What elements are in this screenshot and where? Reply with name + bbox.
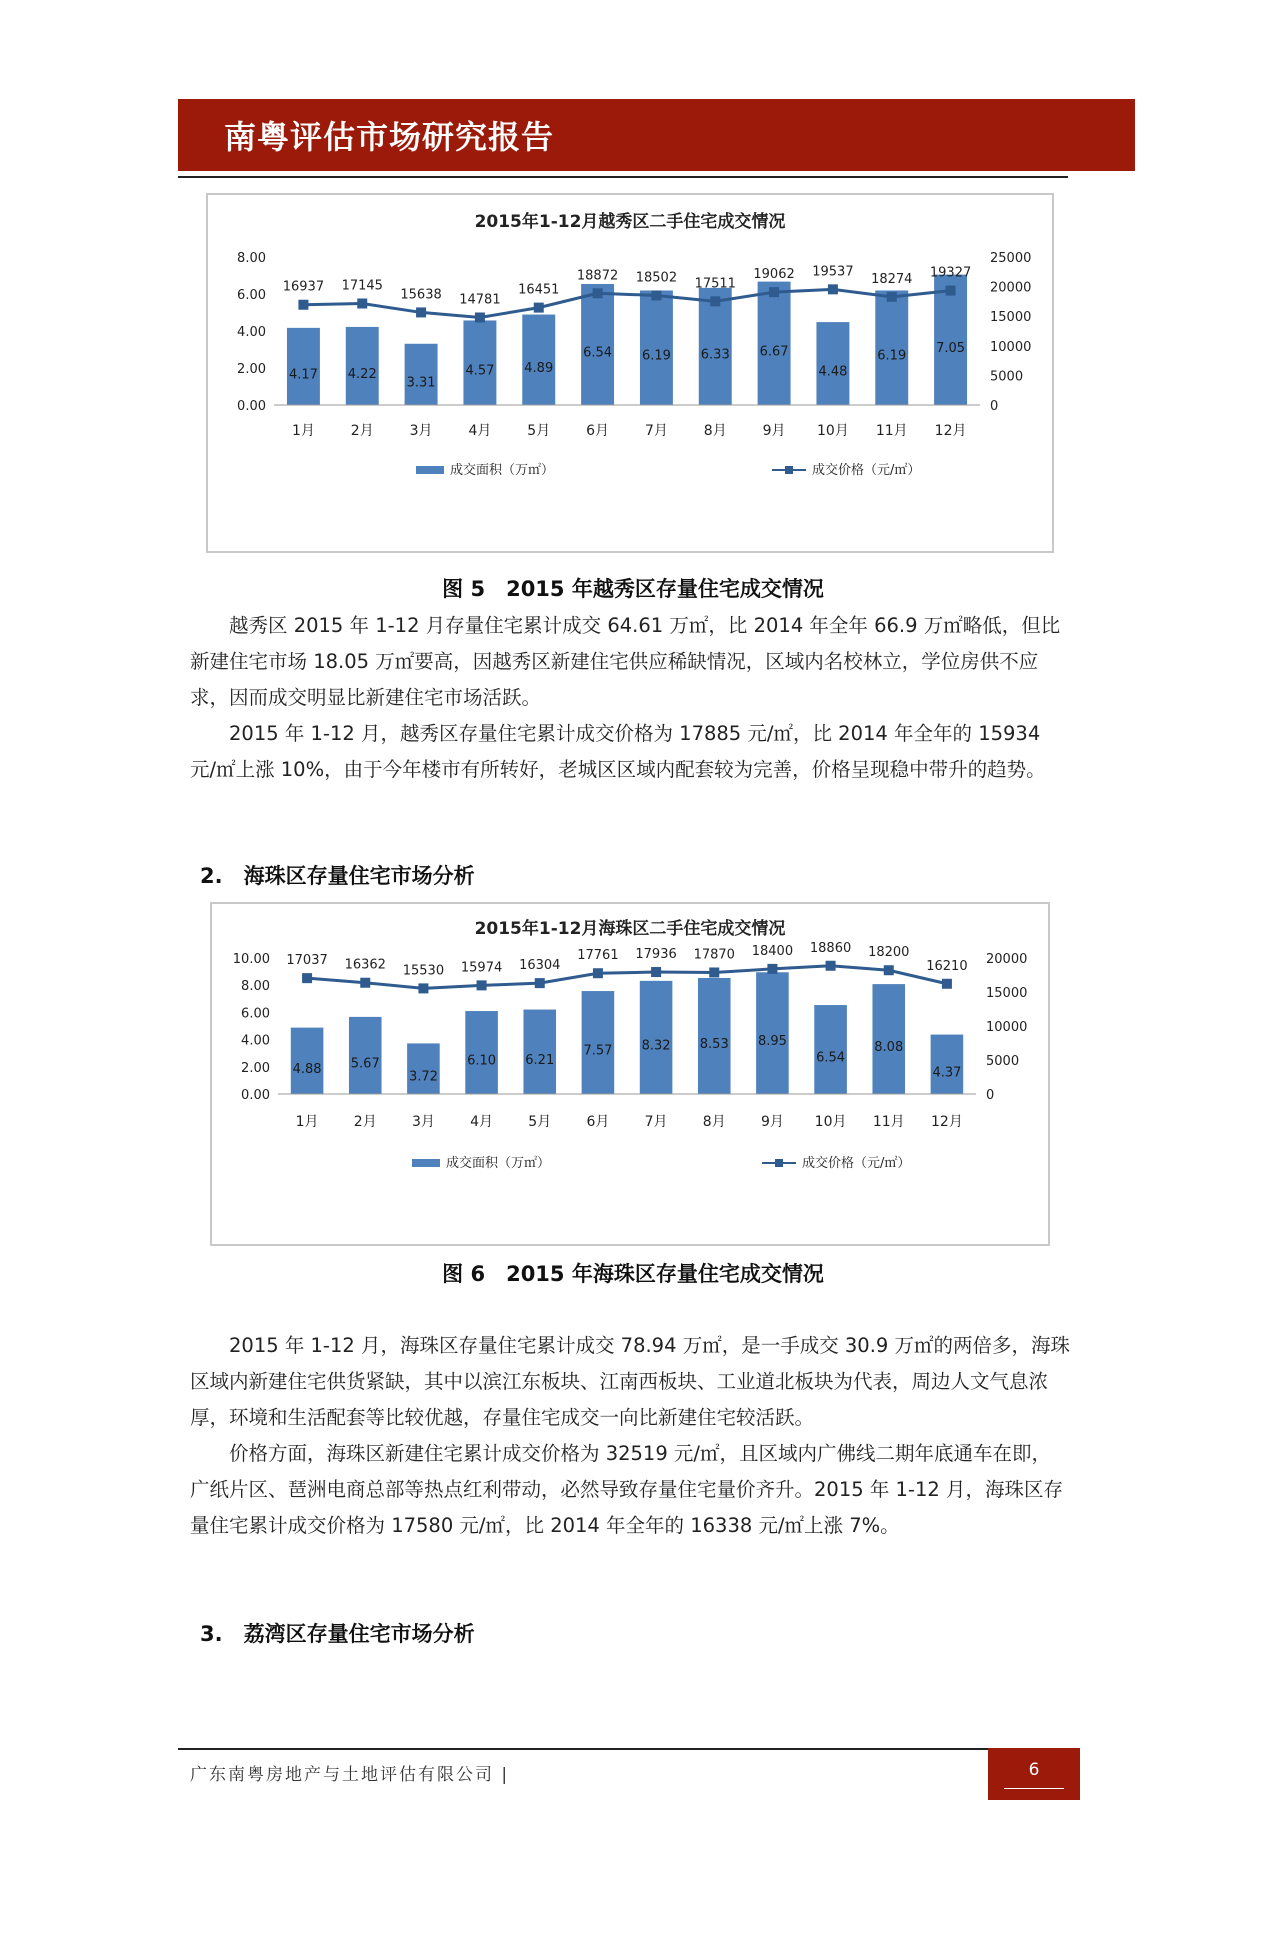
price-value-label: 15530 bbox=[402, 963, 445, 979]
bar bbox=[931, 1035, 964, 1094]
category-label: 7月 bbox=[644, 1114, 668, 1130]
bar bbox=[465, 1011, 498, 1094]
category-label: 5月 bbox=[527, 423, 551, 439]
price-marker bbox=[709, 967, 719, 977]
category-label: 6月 bbox=[586, 1114, 610, 1130]
left-axis-tick-label: 10.00 bbox=[232, 952, 270, 967]
price-marker bbox=[593, 968, 603, 978]
right-axis-tick-label: 15000 bbox=[986, 986, 1028, 1001]
left-axis-tick-label: 0.00 bbox=[241, 1088, 270, 1103]
bar-value-label: 7.57 bbox=[583, 1043, 613, 1059]
bar bbox=[875, 290, 908, 405]
right-axis-tick-label: 0 bbox=[986, 1088, 995, 1103]
category-label: 11月 bbox=[872, 1114, 905, 1130]
bar bbox=[581, 284, 614, 405]
bar-value-label: 7.05 bbox=[936, 340, 966, 356]
category-label: 12月 bbox=[934, 423, 967, 439]
left-axis-tick-label: 4.00 bbox=[241, 1033, 270, 1049]
bar bbox=[698, 978, 731, 1094]
price-marker bbox=[710, 296, 720, 306]
legend-area-swatch bbox=[412, 1159, 440, 1167]
bar bbox=[814, 1005, 847, 1094]
category-label: 3月 bbox=[409, 423, 433, 439]
price-marker bbox=[360, 978, 370, 988]
price-value-label: 18200 bbox=[868, 945, 910, 961]
price-marker bbox=[828, 284, 838, 294]
bar bbox=[291, 1028, 324, 1094]
right-axis-tick-label: 10000 bbox=[990, 339, 1032, 355]
bar-value-label: 4.57 bbox=[465, 363, 495, 379]
paragraph-haizhu-price: 价格方面，海珠区新建住宅累计成交价格为 32519 元/㎡，且区域内广佛线二期年底通车在即，广纸片区、琶洲电商总部等热点红利带动，必然导致存量住宅量价齐升。2015 年 1-12 月，海珠区存量住宅累计成交价格为 17580 元/㎡，比 2014 年全年的 16338 元/㎡上涨 7%。 bbox=[190, 1442, 1063, 1537]
price-value-label: 17761 bbox=[577, 948, 619, 964]
bar bbox=[346, 327, 379, 405]
price-marker bbox=[769, 287, 779, 297]
category-label: 1月 bbox=[291, 423, 315, 439]
category-label: 1月 bbox=[295, 1114, 319, 1130]
bar-value-label: 6.67 bbox=[759, 344, 789, 360]
category-label: 9月 bbox=[760, 1114, 784, 1130]
legend-price-marker bbox=[785, 466, 793, 474]
right-axis-tick-label: 20000 bbox=[990, 280, 1032, 296]
bar-value-label: 6.10 bbox=[467, 1053, 497, 1069]
bar bbox=[872, 984, 905, 1094]
bar-value-label: 8.95 bbox=[757, 1034, 787, 1050]
bar bbox=[640, 981, 673, 1094]
bar bbox=[758, 282, 791, 405]
bar-value-label: 4.48 bbox=[818, 364, 848, 380]
price-marker bbox=[357, 299, 367, 309]
price-value-label: 16451 bbox=[518, 282, 560, 298]
chart-yuexiu bbox=[206, 193, 1054, 553]
page-number: 6 bbox=[1028, 1760, 1040, 1780]
legend-price-label: 成交价格（元/㎡） bbox=[812, 463, 921, 478]
left-axis-tick-label: 2.00 bbox=[237, 362, 266, 377]
category-label: 10月 bbox=[814, 1114, 847, 1130]
price-value-label: 15974 bbox=[460, 960, 503, 976]
price-marker bbox=[651, 290, 661, 300]
figure-caption-6: 图 6 2015 年海珠区存量住宅成交情况 bbox=[442, 1262, 824, 1286]
price-marker bbox=[535, 978, 545, 988]
price-value-label: 14781 bbox=[459, 292, 501, 308]
category-label: 8月 bbox=[703, 423, 727, 439]
category-label: 7月 bbox=[644, 423, 668, 439]
bar-value-label: 6.19 bbox=[877, 348, 907, 364]
header-divider bbox=[178, 176, 1068, 178]
price-value-label: 19062 bbox=[753, 267, 795, 283]
right-axis-tick-label: 5000 bbox=[990, 369, 1024, 385]
paragraph-yuexiu-price: 2015 年 1-12 月，越秀区存量住宅累计成交价格为 17885 元/㎡，比 2014 年全年的 15934 元/㎡上涨 10%，由于今年楼市有所转好，老城区区域内配套较为完善，价格呈现稳中带升的趋势。 bbox=[190, 722, 1046, 781]
bar-value-label: 3.72 bbox=[408, 1069, 438, 1085]
right-axis-tick-label: 15000 bbox=[990, 310, 1032, 326]
price-marker bbox=[593, 288, 603, 298]
legend-area-label: 成交面积（万㎡） bbox=[450, 463, 555, 478]
chart-title: 2015年1-12月海珠区二手住宅成交情况 bbox=[474, 919, 786, 939]
category-label: 6月 bbox=[586, 423, 610, 439]
bar-value-label: 3.31 bbox=[406, 375, 436, 391]
left-axis-tick-label: 4.00 bbox=[237, 325, 266, 340]
price-value-label: 15638 bbox=[400, 287, 442, 303]
bar bbox=[640, 290, 673, 405]
bar-value-label: 6.19 bbox=[641, 348, 671, 364]
bar-value-label: 4.17 bbox=[288, 367, 318, 383]
category-label: 2月 bbox=[353, 1114, 377, 1130]
right-axis-tick-label: 0 bbox=[990, 399, 999, 414]
paragraph-yuexiu-volume: 越秀区 2015 年 1-12 月存量住宅累计成交 64.61 万㎡，比 2014 年全年 66.9 万㎡略低，但比新建住宅市场 18.05 万㎡要高，因越秀区新建住宅供应稀缺情况，区域内名校林立，学位房供不应求，因而成交明显比新建住宅市场活跃。 bbox=[190, 614, 1061, 709]
bar bbox=[816, 322, 849, 405]
bar bbox=[582, 991, 615, 1094]
figure-caption-5: 图 5 2015 年越秀区存量住宅成交情况 bbox=[442, 577, 824, 601]
bar-value-label: 6.21 bbox=[525, 1052, 555, 1068]
price-value-label: 17870 bbox=[693, 947, 735, 963]
bar bbox=[522, 315, 555, 405]
price-marker bbox=[887, 292, 897, 302]
bar-value-label: 6.33 bbox=[700, 347, 730, 363]
page-number-underline bbox=[1004, 1788, 1064, 1789]
category-label: 12月 bbox=[931, 1114, 963, 1130]
bar-value-label: 6.54 bbox=[816, 1050, 846, 1066]
price-marker bbox=[418, 983, 428, 993]
left-axis-tick-label: 2.00 bbox=[241, 1060, 270, 1076]
right-axis-tick-label: 25000 bbox=[990, 251, 1032, 266]
bar bbox=[407, 1043, 440, 1094]
chart-title: 2015年1-12月越秀区二手住宅成交情况 bbox=[474, 212, 786, 232]
category-label: 3月 bbox=[411, 1114, 435, 1130]
price-value-label: 17145 bbox=[341, 278, 383, 294]
bar-value-label: 4.37 bbox=[932, 1065, 962, 1081]
price-marker bbox=[942, 979, 952, 989]
bar-value-label: 8.32 bbox=[641, 1038, 671, 1054]
category-label: 4月 bbox=[468, 423, 492, 439]
left-axis-tick-label: 8.00 bbox=[241, 979, 270, 995]
bar bbox=[349, 1017, 382, 1094]
price-value-label: 16304 bbox=[519, 958, 561, 974]
bar bbox=[287, 328, 320, 405]
price-marker bbox=[477, 980, 487, 990]
bar bbox=[756, 972, 789, 1094]
section-heading-haizhu: 2. 海珠区存量住宅市场分析 bbox=[200, 864, 475, 888]
left-axis-tick-label: 6.00 bbox=[237, 288, 266, 303]
price-value-label: 18274 bbox=[871, 271, 913, 287]
price-value-label: 16937 bbox=[282, 279, 325, 295]
price-value-label: 19537 bbox=[812, 264, 854, 280]
category-label: 9月 bbox=[762, 423, 786, 439]
bar-value-label: 8.53 bbox=[699, 1036, 729, 1052]
category-label: 4月 bbox=[470, 1114, 494, 1130]
chart-haizhu bbox=[210, 902, 1050, 1246]
price-value-label: 16362 bbox=[344, 957, 386, 973]
category-label: 2月 bbox=[350, 423, 374, 439]
bar-value-label: 4.22 bbox=[347, 366, 377, 382]
category-label: 8月 bbox=[702, 1114, 726, 1130]
bar-value-label: 8.08 bbox=[874, 1040, 904, 1056]
right-axis-tick-label: 20000 bbox=[986, 952, 1028, 967]
price-marker bbox=[651, 967, 661, 977]
right-axis-tick-label: 5000 bbox=[986, 1054, 1020, 1069]
price-marker bbox=[767, 964, 777, 974]
report-title: 南粤评估市场研究报告 bbox=[224, 118, 555, 156]
price-value-label: 18872 bbox=[576, 268, 619, 284]
price-value-label: 17936 bbox=[635, 947, 677, 963]
bar bbox=[405, 344, 438, 405]
bar-value-label: 4.89 bbox=[524, 360, 554, 376]
price-value-label: 18502 bbox=[635, 270, 678, 286]
legend-price-marker bbox=[775, 1159, 783, 1167]
price-value-label: 16210 bbox=[926, 958, 968, 974]
price-value-label: 18400 bbox=[751, 943, 794, 959]
bar-value-label: 4.88 bbox=[292, 1061, 322, 1077]
category-label: 11月 bbox=[875, 423, 908, 439]
category-label: 10月 bbox=[817, 423, 849, 439]
price-value-label: 18860 bbox=[809, 940, 852, 956]
price-marker bbox=[302, 973, 312, 983]
price-marker bbox=[298, 300, 308, 310]
bar bbox=[463, 320, 496, 405]
price-value-label: 19327 bbox=[929, 265, 972, 281]
footer-company: 广东南粤房地产与土地评估有限公司 | bbox=[190, 1765, 510, 1785]
bar bbox=[523, 1010, 556, 1094]
paragraph-haizhu-volume: 2015 年 1-12 月，海珠区存量住宅累计成交 78.94 万㎡，是一手成交 30.9 万㎡的两倍多，海珠区域内新建住宅供货紧缺，其中以滨江东板块、江南西板块、工业道北板块为代表，周边人文气息浓厚，环境和生活配套等比较优越，存量住宅成交一向比新建住宅较活跃。 bbox=[190, 1334, 1071, 1429]
legend-price-label: 成交价格（元/㎡） bbox=[802, 1156, 911, 1171]
left-axis-tick-label: 0.00 bbox=[237, 399, 266, 414]
price-marker bbox=[475, 312, 485, 322]
price-value-label: 17511 bbox=[694, 276, 736, 292]
right-axis-tick-label: 10000 bbox=[986, 1020, 1028, 1035]
chart-haizhu-svg bbox=[212, 904, 1048, 1244]
left-axis-tick-label: 6.00 bbox=[241, 1006, 270, 1022]
chart-yuexiu-svg bbox=[208, 195, 1052, 551]
section-heading-liwan: 3. 荔湾区存量住宅市场分析 bbox=[200, 1622, 475, 1646]
footer-divider bbox=[178, 1748, 988, 1750]
left-axis-tick-label: 8.00 bbox=[237, 251, 266, 266]
category-label: 5月 bbox=[528, 1114, 552, 1130]
price-marker bbox=[884, 965, 894, 975]
price-marker bbox=[534, 303, 544, 313]
bar-value-label: 6.54 bbox=[583, 345, 613, 361]
price-marker bbox=[826, 961, 836, 971]
legend-area-swatch bbox=[416, 466, 444, 474]
price-marker bbox=[416, 307, 426, 317]
price-value-label: 17037 bbox=[286, 953, 328, 969]
bar-value-label: 5.67 bbox=[350, 1056, 380, 1072]
legend-area-label: 成交面积（万㎡） bbox=[446, 1156, 551, 1171]
price-marker bbox=[946, 286, 956, 296]
